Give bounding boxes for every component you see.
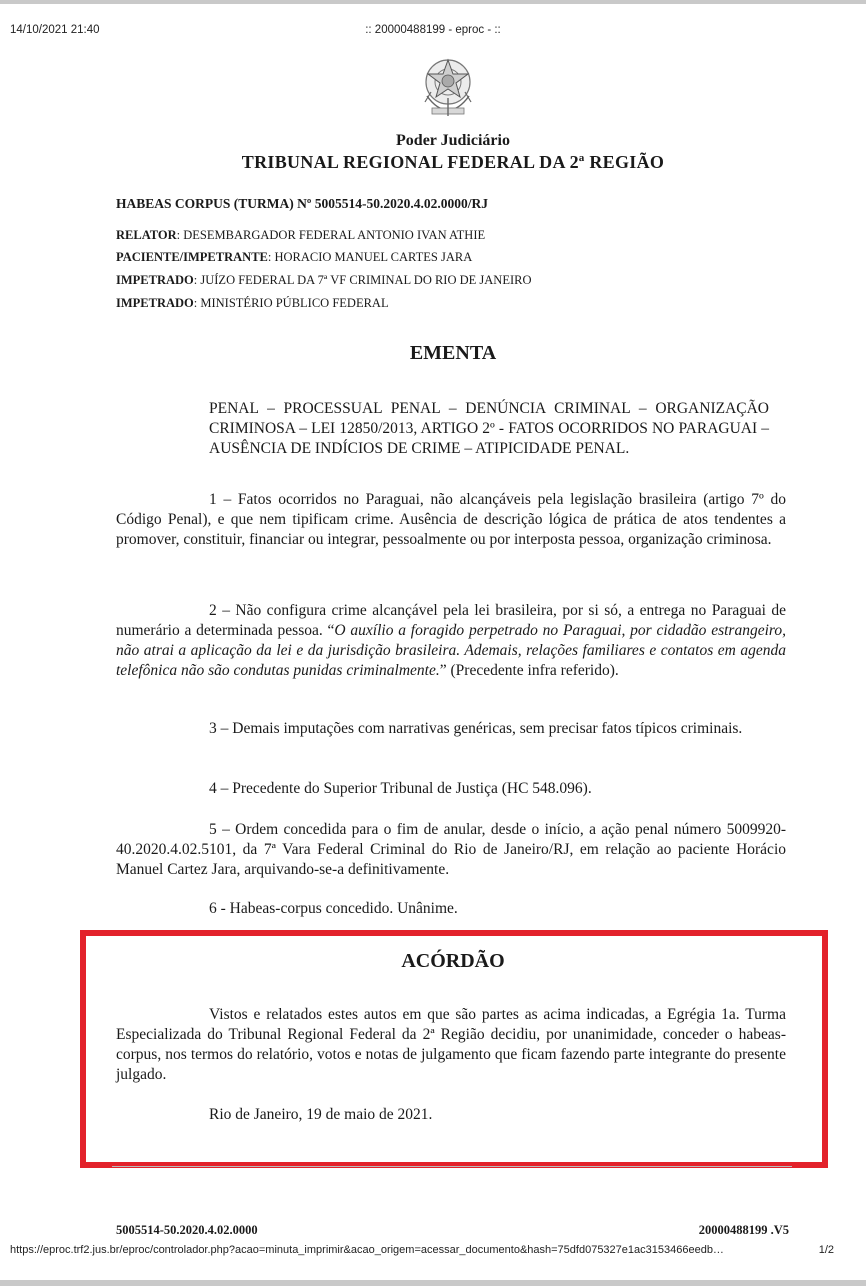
org-name-line2: TRIBUNAL REGIONAL FEDERAL DA 2ª REGIÃO (241, 152, 665, 172)
party-role: PACIENTE/IMPETRANTE (116, 250, 268, 264)
acordao-text-body: Vistos e relatados estes autos em que são partes as acima indicadas, a Egrégia 1a. Turma Especializada do Tribunal Regional Federal da 2ª Região decidiu, por unanimidade, conceder o habeas-corpus, nos termos do relatório, votos e notas de julgamento que ficam fazendo parte integrante do presente julgado. (116, 1006, 786, 1083)
acordao-text (116, 1005, 786, 1085)
ementa-item-2-end: ” (Precedente infra referido). (439, 662, 619, 679)
ementa-item-1 (116, 490, 786, 550)
party-name: : DESEMBARGADOR FEDERAL ANTONIO IVAN ATHIE (176, 228, 486, 242)
ementa-item-2 (116, 601, 786, 681)
print-page-number: 1/2 (818, 1244, 834, 1256)
print-page-title: :: 20000488199 - eproc - :: (365, 24, 501, 36)
party-paciente (116, 250, 472, 265)
footer-process-number: 5005514-50.2020.4.02.0000 (116, 1223, 258, 1237)
acordao-place-date-text: Rio de Janeiro, 19 de maio de 2021. (209, 1106, 433, 1123)
footer-divider (112, 1166, 792, 1167)
ementa-item-3-text: 3 – Demais imputações com narrativas genéricas, sem precisar fatos típicos criminais. (209, 720, 743, 737)
party-name: : HORACIO MANUEL CARTES JARA (267, 250, 473, 264)
ementa-summary: PENAL – PROCESSUAL PENAL – DENÚNCIA CRIMINAL – ORGANIZAÇÃO CRIMINOSA – LEI 12850/2013, ARTIGO 2º - FATOS OCORRIDOS NO PARAGUAI – AUSÊNCIA DE INDÍCIOS DE CRIME – ATIPICIDADE PENAL. (209, 400, 769, 457)
ementa-heading: EMENTA (409, 342, 497, 364)
party-name: : MINISTÉRIO PÚBLICO FEDERAL (193, 296, 389, 310)
ementa-item-4 (116, 779, 786, 799)
ementa-item-2-quote: O auxílio a foragido perpetrado no Paraguai, por cidadão estrangeiro, não atrai a aplicação da lei e da jurisdição brasileira. Ademais, relações familiares e contatos em agenda telefônica não são condutas punidas criminalmente. (116, 622, 786, 679)
party-role: IMPETRADO (116, 273, 194, 287)
acordao-heading: ACÓRDÃO (401, 950, 505, 972)
ementa-item-6 (116, 899, 786, 919)
footer-doc-version: 20000488199 .V5 (698, 1223, 789, 1237)
bottom-page-edge (0, 1280, 866, 1286)
ementa-item-3 (116, 719, 786, 739)
party-impetrado-juizo (116, 273, 532, 288)
ementa-item-5-text: 5 – Ordem concedida para o fim de anular, desde o início, a ação penal número 5009920-40.2020.4.02.5101, da 7ª Vara Federal Criminal do Rio de Janeiro/RJ, em relação ao paciente Horácio Manuel Cartez Jara, arquivando-se-a definitivamente. (116, 821, 786, 878)
party-role: RELATOR (116, 228, 177, 242)
print-datetime: 14/10/2021 21:40 (10, 24, 100, 36)
party-role: IMPETRADO (116, 296, 194, 310)
party-relator (116, 228, 485, 243)
ementa-item-4-text: 4 – Precedente do Superior Tribunal de Justiça (HC 548.096). (209, 780, 592, 797)
org-name-line1: Poder Judiciário (396, 132, 510, 149)
print-url: https://eproc.trf2.jus.br/eproc/controlador.php?acao=minuta_imprimir&acao_origem=acessar_documento&hash=75dfd075327e1ac3153466eedb… (10, 1244, 724, 1256)
case-title: HABEAS CORPUS (TURMA) Nº 5005514-50.2020.4.02.0000/RJ (116, 196, 488, 211)
top-page-edge (0, 0, 866, 4)
acordao-place-date (116, 1105, 786, 1125)
ementa-item-6-text: 6 - Habeas-corpus concedido. Unânime. (209, 900, 458, 917)
party-impetrado-mpf (116, 296, 389, 311)
ementa-item-5 (116, 820, 786, 880)
party-name: : JUÍZO FEDERAL DA 7ª VF CRIMINAL DO RIO DE JANEIRO (193, 273, 532, 287)
coat-of-arms-icon (417, 52, 479, 122)
ementa-item-2-start: 2 – Não configura crime alcançável pela lei brasileira, por si só, a entrega no Paraguai de numerário a determinada pessoa. “ (116, 602, 786, 639)
ementa-item-1-text: 1 – Fatos ocorridos no Paraguai, não alcançáveis pela legislação brasileira (artigo 7º do Código Penal), e que nem tipificam crime. Ausência de descrição lógica de prática de atos tendentes a promover, constituir, financiar ou integrar, pessoalmente ou por interposta pessoa, organização criminosa. (116, 491, 786, 548)
